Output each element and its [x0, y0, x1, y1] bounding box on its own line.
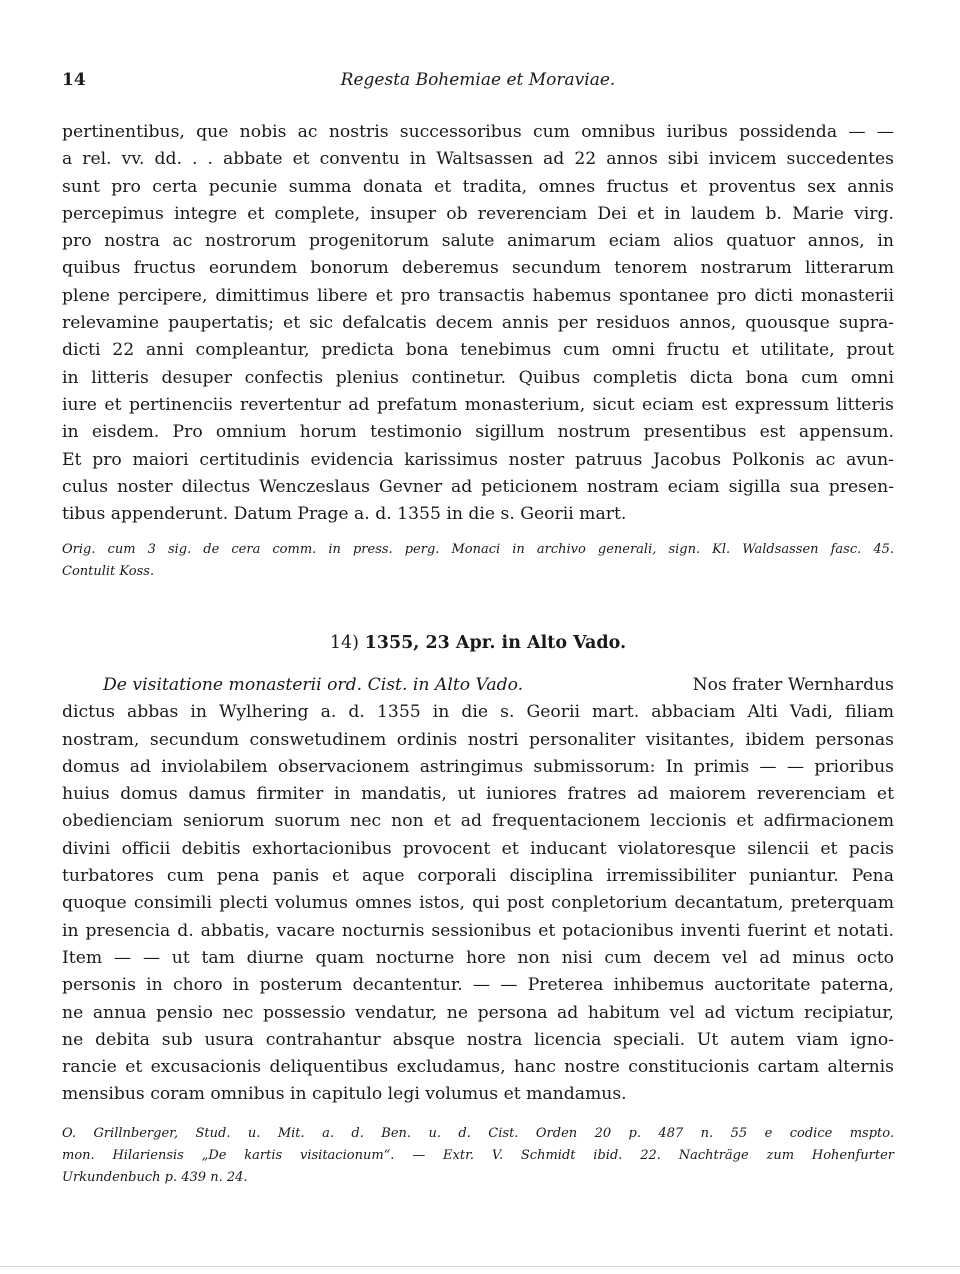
- text-line: in eisdem. Pro omnium horum testimonio sigillum nostrum presentibus est appensum.: [62, 422, 894, 443]
- text-line: quibus fructus eorundem bonorum deberemus secundum tenorem nostrarum litterarum: [62, 258, 894, 279]
- text-line: in litteris desuper confectis plenius continetur. Quibus completis dicta bona cum omni: [62, 367, 894, 388]
- text-line: quoque consimili plecti volumus omnes istos, qui post conpletorium decantatum, preterquam: [62, 893, 894, 914]
- text-line: relevamine paupertatis; et sic defalcatis decem annis per residuos annos, quousque supra-: [62, 313, 894, 334]
- text-line: percepimus integre et complete, insuper ob reverenciam Dei et in laudem b. Marie virg.: [62, 203, 894, 224]
- page-number: 14: [62, 70, 86, 90]
- source-note-line: Contulit Koss.: [62, 564, 155, 579]
- text-line: pertinentibus, que nobis ac nostris successoribus cum omnibus iuribus possidenda — —: [62, 122, 894, 142]
- document-subject: De visitatione monasterii ord. Cist. in Alto Vado.: [103, 675, 524, 695]
- text-line: personis in choro in posterum decantentur. — — Preterea inhibemus auctoritate paterna,: [62, 975, 894, 996]
- opening-text: Nos frater Wernhardus: [692, 675, 894, 695]
- source-note-line: Urkundenbuch p. 439 n. 24.: [62, 1170, 248, 1185]
- text-line: ne debita sub usura contrahantur absque nostra licencia speciali. Ut autem viam igno-: [62, 1029, 894, 1050]
- text-line: plene percipere, dimittimus libere et pro transactis habemus spontanee pro dicti monasterii: [62, 285, 894, 306]
- subject-line: [62, 672, 894, 699]
- text-line: nostram, secundum conswetudinem ordinis nostri personaliter visitantes, ibidem personas: [62, 729, 894, 750]
- text-line: divini officii debitis exhortacionibus provocent et inducant violatoresque silencii et pacis: [62, 838, 894, 859]
- text-line: in presencia d. abbatis, vacare nocturnis sessionibus et potacionibus inventi fuerint et notati.: [62, 920, 894, 941]
- text-line: tibus appenderunt. Datum Prage a. d. 1355 in die s. Georii mart.: [62, 504, 627, 525]
- text-line: pro nostra ac nostrorum progenitorum salute animarum eciam alios quatuor annos, in: [62, 231, 894, 252]
- text-line: rancie et excusacionis deliquentibus excludamus, hanc nostre constitucionis cartam alternis: [62, 1057, 894, 1078]
- page-bottom-edge: [0, 1266, 960, 1267]
- text-line: huius domus damus firmiter in mandatis, ut iuniores fratres ad maiorem reverenciam et: [62, 784, 894, 805]
- text-line: obedienciam seniorum suorum nec non et ad frequentacionem leccionis et adfirmacionem: [62, 811, 894, 832]
- text-line: Item — — ut tam diurne quam nocturne hore non nisi cum decem vel ad minus octo: [62, 947, 894, 968]
- text-line: iure et pertinenciis revertentur ad prefatum monasterium, sicut eciam est expressum litteris: [62, 394, 894, 415]
- text-line: Et pro maiori certitudinis evidencia karissimus noster patruus Jacobus Polkonis ac avun-: [62, 449, 894, 470]
- text-line: ne annua pensio nec possessio vendatur, ne persona ad habitum vel ad victum recipiatur,: [62, 1002, 894, 1023]
- source-note-line: Orig. cum 3 sig. de cera comm. in press. perg. Monaci in archivo generali, sign. Kl. Waldsassen fasc. 45.: [62, 542, 894, 557]
- text-line: dicti 22 anni compleantur, predicta bona tenebimus cum omni fructu et utilitate, prout: [62, 340, 894, 361]
- document-13-body: [62, 119, 894, 528]
- document-14-source-note: [62, 1123, 894, 1189]
- text-line: mensibus coram omnibus in capitulo legi volumus et mandamus.: [62, 1084, 627, 1105]
- page-header: [62, 70, 894, 100]
- text-line: sunt pro certa pecunie summa donata et tradita, omnes fructus et proventus sex annis: [62, 176, 894, 197]
- source-note-line: mon. Hilariensis „De kartis visitacionum“. — Extr. V. Schmidt ibid. 22. Nachträge zum Hohenfurter: [62, 1148, 894, 1163]
- document-14-heading: [62, 629, 894, 657]
- text-line: dictus abbas in Wylhering a. d. 1355 in die s. Georii mart. abbaciam Alti Vadi, filiam: [62, 702, 894, 723]
- text-line: a rel. vv. dd. . . abbate et conventu in Waltsassen ad 22 annos sibi invicem succedentes: [62, 149, 894, 170]
- running-title: Regesta Bohemiae et Moraviae.: [340, 70, 616, 90]
- text-line: domus ad inviolabilem observacionem astringimus submissorum: In primis — — prioribus: [62, 756, 894, 777]
- document-14-body: [62, 672, 894, 1109]
- text-line: turbatores cum pena panis et aque corporali disciplina irremissibiliter puniantur. Pena: [62, 866, 894, 887]
- source-note-line: O. Grillnberger, Stud. u. Mit. a. d. Ben. u. d. Cist. Orden 20 p. 487 n. 55 e codice mspto.: [62, 1126, 894, 1141]
- document-date-place: 1355, 23 Apr. in Alto Vado.: [364, 633, 627, 653]
- text-line: culus noster dilectus Wenczeslaus Gevner ad peticionem nostram eciam sigilla sua presen-: [62, 476, 894, 497]
- document-number: 14): [329, 633, 360, 653]
- document-13-source-note: [62, 539, 894, 583]
